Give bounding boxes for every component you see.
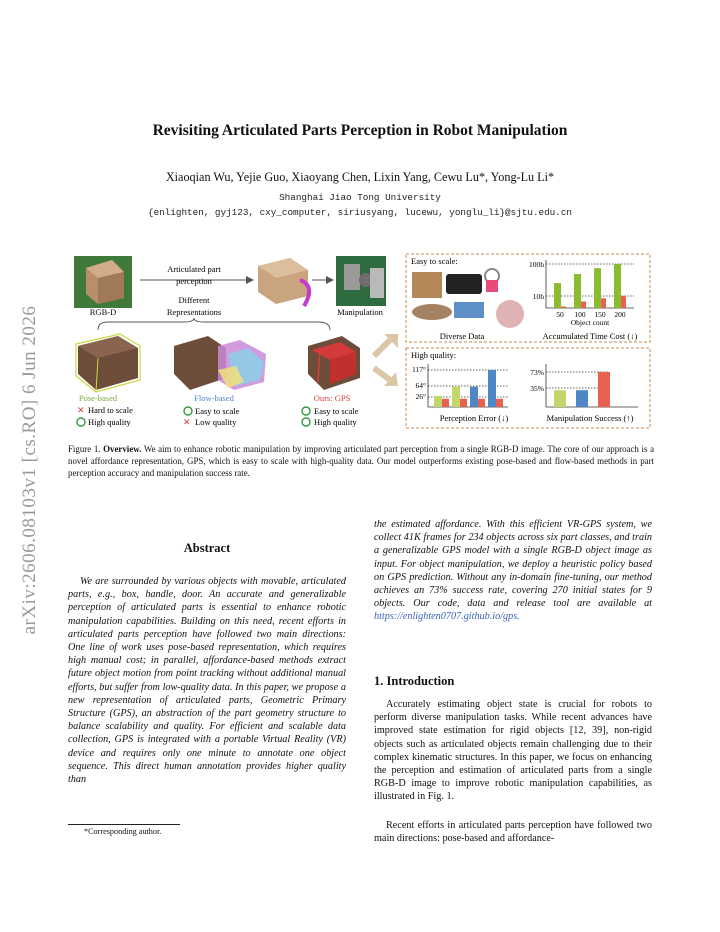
affiliation: Shanghai Jiao Tong University	[279, 192, 441, 203]
success-bar	[598, 372, 610, 407]
x-tick-label: 50	[556, 310, 564, 319]
perception-bar	[452, 387, 460, 407]
check-circle-icon	[302, 418, 310, 426]
figure-1-overview	[68, 250, 654, 436]
rgbd-label: RGB-D	[89, 307, 117, 317]
gps-good-2: High quality	[314, 417, 357, 427]
perception-error-chart	[412, 364, 508, 407]
success-bar	[576, 390, 588, 407]
y-tick-26: 26°	[415, 392, 426, 401]
x-tick-label: 150	[594, 310, 606, 319]
paper-title: Revisiting Articulated Parts Perception in Robot Manipulation	[152, 122, 568, 139]
caption-text: We aim to enhance robotic manipulation by improving articulated part perception from a single RGB-D image. The core of our approach is a novel affordance representation, GPS, which is easy to scale with high-quality data. Our model outperforms existing pose-based and flow-based methods in part perception accuracy and manipulation success rate.	[68, 444, 655, 478]
cross-icon: ✕	[77, 405, 85, 415]
diverse-data-images	[412, 269, 524, 328]
check-circle-icon	[184, 407, 192, 415]
time-bar-ours	[614, 264, 621, 308]
flow-based-title: Flow-based	[194, 393, 234, 403]
diverse-data-label: Diverse Data	[439, 331, 485, 341]
time-bar-ours	[574, 274, 581, 308]
perception-bar-ours	[460, 399, 467, 407]
arrow-label-line1: Articulated part	[167, 264, 221, 274]
success-bar	[554, 390, 566, 407]
pose-based-title: Pose-based	[78, 393, 118, 403]
pose-based-image	[76, 334, 140, 392]
figure-caption	[68, 443, 654, 479]
y-tick-64: 64°	[415, 381, 426, 390]
project-link[interactable]: https://enlighten0707.github.io/gps.	[374, 611, 520, 623]
flow-bad: Low quality	[195, 417, 237, 427]
y-tick-100h: 100h	[529, 260, 544, 269]
author-list: Xiaoqian Wu, Yejie Guo, Xiaoyang Chen, Lixin Yang, Cewu Lu*, Yong-Lu Li*	[165, 170, 555, 184]
manipulation-success-chart	[530, 364, 638, 407]
gps-annotated-box	[258, 258, 309, 306]
arxiv-identifier: arXiv:2606.08103v1 [cs.RO] 6 Jun 2026	[19, 305, 40, 635]
perception-bar-ours	[496, 399, 503, 407]
gps-title: Ours: GPS	[313, 393, 351, 403]
abstract-heading: Abstract	[183, 541, 231, 555]
gps-result-image	[308, 336, 360, 390]
flow-good: Easy to scale	[195, 406, 240, 416]
x-axis-label: Object count	[570, 318, 610, 327]
x-tick-label: 200	[614, 310, 626, 319]
time-bar-baseline	[561, 306, 566, 308]
caption-label: Figure 1.	[68, 444, 101, 454]
abstract-continuation	[374, 518, 652, 624]
y-tick-73: 73%	[530, 368, 544, 377]
abstract-body: We are surrounded by various objects with movable, articulated parts, e.g., box, handle, door. An accurate and generalizable perception of articulated parts is essential to enhance robotic manipulation capabilities. Building on this need, recent efforts in articulated parts perception have followed two main directions: One line of work uses pose-based representation, which requires high manual cost; in parallel, affordance-based methods extract future object motion from point tracking without additional manual efforts, but suffer from low-quality data. In this paper, we propose a new representation of articulated parts, Geometric Primary Structure (GPS), an abstraction of the part geometry structure to balance scalability and quality. For efficient and scalable data collection, GPS is integrated with a portable Virtual Reality (VR) device and requires only one minute to annotate one object sequence. This direct human annotation provides higher quality than	[68, 576, 346, 786]
intro-paragraph-1: Accurately estimating object state is crucial for robots to perform diverse manipulation tasks. While recent advances have improved state estimation for rigid objects [12, 39], non-rigid objects such as articulated objects remain challenging due to their complex kinematic structures. In this paper, we focus on enhancing the perception and estimation of articulated parts from a single RGB-D image to improve robotic manipulation capabilities, as illustrated in Fig. 1.	[374, 699, 652, 803]
gps-good-1: Easy to scale	[314, 406, 359, 416]
footnote: *Corresponding author.	[84, 827, 162, 836]
perception-bar-ours	[478, 399, 485, 407]
time-bar-ours	[554, 283, 561, 308]
arrow-label-line2: perception	[176, 276, 212, 286]
perception-bar-ours	[442, 399, 449, 407]
flow-based-image	[174, 336, 266, 390]
rgbd-input-image	[74, 256, 132, 308]
footnote-rule	[68, 824, 180, 825]
introduction-heading: 1. Introduction	[374, 674, 455, 688]
diff-rep-line2: Representations	[166, 307, 222, 317]
perception-bar	[488, 370, 496, 407]
author-emails: {enlighten, gyj123, cxy_computer, siriusyang, lucewu, yonglu_li}@sjtu.edu.cn	[147, 207, 572, 218]
perception-error-label: Perception Error (↓)	[439, 413, 509, 423]
time-bar-baseline	[581, 301, 586, 308]
high-quality-label: High quality:	[411, 350, 457, 360]
easy-to-scale-label: Easy to scale:	[411, 256, 458, 266]
easy-to-scale-panel	[406, 254, 650, 342]
diff-rep-line1: Different	[178, 295, 210, 305]
intro-paragraph-2: Recent efforts in articulated parts perception have followed two main directions: pose-based and affordance-	[374, 820, 652, 845]
abstract-continuation-text: the estimated affordance. With this efficient VR-GPS system, we collect 41K frames for 234 objects across six part classes, and train a generalizable GPS model with a single RGB-D object image as input. For object manipulation, we deploy a heuristic policy based on GPS prediction. Without any in-domain fine-tuning, our method achieves an 73% success rate, covering 270 initial states for 9 objects. Our code, data and release tool are available at	[374, 519, 652, 610]
cross-icon: ✕	[183, 417, 191, 427]
check-circle-icon	[77, 418, 85, 426]
time-bar-baseline	[601, 298, 606, 308]
manipulation-success-label: Manipulation Success (↑)	[546, 413, 634, 423]
pose-bad: Hard to scale	[88, 405, 133, 415]
caption-bold: Overview.	[103, 444, 142, 454]
x-tick-label: 100	[574, 310, 586, 319]
y-tick-10h: 10h	[532, 292, 544, 301]
time-bar-baseline	[621, 296, 626, 308]
check-circle-icon	[302, 407, 310, 415]
perception-bar	[434, 396, 442, 407]
time-bar-ours	[594, 268, 601, 308]
time-cost-chart	[529, 260, 634, 327]
y-tick-117: 117°	[412, 365, 426, 374]
perception-bar	[470, 387, 478, 407]
y-tick-35: 35%	[530, 384, 544, 393]
pose-good: High quality	[88, 417, 131, 427]
manipulation-image	[336, 256, 386, 306]
manipulation-label: Manipulation	[337, 307, 383, 317]
time-cost-label: Accumulated Time Cost (↓)	[542, 331, 638, 341]
